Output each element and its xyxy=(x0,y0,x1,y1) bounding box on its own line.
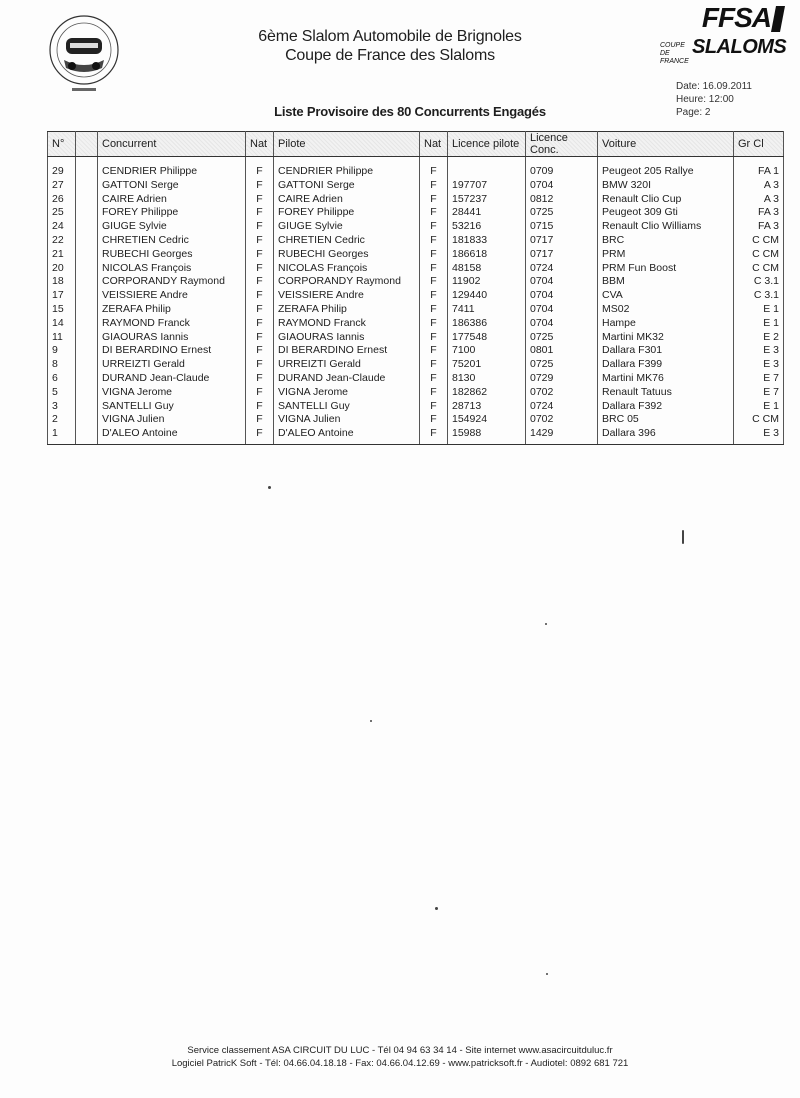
cell-nat-pilote: F xyxy=(420,358,448,372)
cell-grcl: A 3 xyxy=(734,179,784,193)
cell-grcl: C CM xyxy=(734,234,784,248)
cell-nat-concurrent: F xyxy=(246,289,274,303)
cell-licence-pilote: 7411 xyxy=(448,303,526,317)
scan-speck xyxy=(682,530,684,544)
cell-concurrent: RUBECHI Georges xyxy=(98,248,246,262)
cell-nat-pilote: F xyxy=(420,400,448,414)
cell-no: 24 xyxy=(48,220,76,234)
cell-nat-pilote: F xyxy=(420,317,448,331)
cell-licence-pilote: 28713 xyxy=(448,400,526,414)
club-logo xyxy=(42,10,126,94)
cell-no: 17 xyxy=(48,289,76,303)
cell-concurrent: GIAOURAS Iannis xyxy=(98,331,246,345)
cell-grcl: C CM xyxy=(734,262,784,276)
col-header-pilote: Pilote xyxy=(274,132,420,157)
cell-no: 1 xyxy=(48,427,76,444)
cell-licence-conc: 0725 xyxy=(526,358,598,372)
cell-no: 8 xyxy=(48,358,76,372)
cell-concurrent: VIGNA Jerome xyxy=(98,386,246,400)
cell-concurrent: URREIZTI Gerald xyxy=(98,358,246,372)
cell-blank xyxy=(76,386,98,400)
table-row xyxy=(48,179,784,193)
cell-no: 2 xyxy=(48,413,76,427)
cell-licence-conc: 0709 xyxy=(526,157,598,179)
cell-nat-concurrent: F xyxy=(246,234,274,248)
cell-nat-concurrent: F xyxy=(246,344,274,358)
title-line-1: 6ème Slalom Automobile de Brignoles xyxy=(258,28,522,45)
cell-voiture: Martini MK76 xyxy=(598,372,734,386)
cell-blank xyxy=(76,400,98,414)
cell-no: 15 xyxy=(48,303,76,317)
cell-licence-pilote: 197707 xyxy=(448,179,526,193)
cell-licence-pilote: 28441 xyxy=(448,206,526,220)
cell-voiture: Dallara 396 xyxy=(598,427,734,444)
ffsa-slash-icon xyxy=(771,6,785,32)
cell-licence-conc: 0702 xyxy=(526,386,598,400)
table-row xyxy=(48,157,784,179)
col-header-nat2: Nat xyxy=(420,132,448,157)
cell-concurrent: NICOLAS François xyxy=(98,262,246,276)
footer-line-2: Logiciel PatricK Soft - Tél: 04.66.04.18.18 - Fax: 04.66.04.12.69 - www.patricksoft.fr - Audiotel: 0892 681 721 xyxy=(171,1058,629,1069)
cell-licence-conc: 0704 xyxy=(526,275,598,289)
cell-licence-conc: 0702 xyxy=(526,413,598,427)
cell-pilote: DURAND Jean-Claude xyxy=(274,372,420,386)
cell-pilote: GIAOURAS Iannis xyxy=(274,331,420,345)
cell-no: 5 xyxy=(48,386,76,400)
cell-grcl: FA 1 xyxy=(734,157,784,179)
cell-pilote: VIGNA Julien xyxy=(274,413,420,427)
cell-voiture: PRM Fun Boost xyxy=(598,262,734,276)
cell-blank xyxy=(76,157,98,179)
cell-licence-conc: 0725 xyxy=(526,206,598,220)
cell-no: 20 xyxy=(48,262,76,276)
cell-pilote: DI BERARDINO Ernest xyxy=(274,344,420,358)
cell-voiture: BMW 320I xyxy=(598,179,734,193)
cell-voiture: BBM xyxy=(598,275,734,289)
cell-nat-concurrent: F xyxy=(246,262,274,276)
col-header-licence-pilote: Licence pilote xyxy=(448,132,526,157)
cell-pilote: SANTELLI Guy xyxy=(274,400,420,414)
cell-licence-conc: 0812 xyxy=(526,193,598,207)
table-body xyxy=(48,157,784,445)
cell-blank xyxy=(76,262,98,276)
cell-nat-concurrent: F xyxy=(246,275,274,289)
col-header-blank xyxy=(76,132,98,157)
cell-licence-pilote: 129440 xyxy=(448,289,526,303)
cell-grcl: E 3 xyxy=(734,427,784,444)
table-row xyxy=(48,358,784,372)
cell-concurrent: CENDRIER Philippe xyxy=(98,157,246,179)
document-meta xyxy=(676,80,752,119)
cell-voiture: Renault Clio Williams xyxy=(598,220,734,234)
cell-licence-pilote: 75201 xyxy=(448,358,526,372)
cell-licence-pilote: 15988 xyxy=(448,427,526,444)
cell-licence-pilote xyxy=(448,157,526,179)
table-row xyxy=(48,303,784,317)
col-header-concurrent: Concurrent xyxy=(98,132,246,157)
cell-voiture: Martini MK32 xyxy=(598,331,734,345)
scan-speck xyxy=(545,623,547,625)
cell-concurrent: VIGNA Julien xyxy=(98,413,246,427)
cell-no: 18 xyxy=(48,275,76,289)
cell-licence-conc: 0704 xyxy=(526,289,598,303)
cell-grcl: C CM xyxy=(734,248,784,262)
cell-nat-pilote: F xyxy=(420,386,448,400)
cell-voiture: Dallara F392 xyxy=(598,400,734,414)
cell-no: 26 xyxy=(48,193,76,207)
cell-nat-concurrent: F xyxy=(246,220,274,234)
scan-speck xyxy=(268,486,271,489)
cell-no: 3 xyxy=(48,400,76,414)
cell-pilote: CAIRE Adrien xyxy=(274,193,420,207)
cell-no: 9 xyxy=(48,344,76,358)
cell-blank xyxy=(76,206,98,220)
cell-licence-pilote: 186386 xyxy=(448,317,526,331)
document-title xyxy=(200,27,580,65)
cell-blank xyxy=(76,234,98,248)
cell-licence-conc: 0715 xyxy=(526,220,598,234)
cell-nat-pilote: F xyxy=(420,413,448,427)
table-row xyxy=(48,372,784,386)
cell-voiture: PRM xyxy=(598,248,734,262)
cell-concurrent: DURAND Jean-Claude xyxy=(98,372,246,386)
title-line-2: Coupe de France des Slaloms xyxy=(285,47,495,64)
cell-voiture: MS02 xyxy=(598,303,734,317)
cell-nat-pilote: F xyxy=(420,193,448,207)
cell-pilote: CORPORANDY Raymond xyxy=(274,275,420,289)
scan-speck xyxy=(370,720,372,722)
cell-blank xyxy=(76,289,98,303)
cell-nat-concurrent: F xyxy=(246,331,274,345)
entrants-table xyxy=(47,131,784,445)
club-logo-emblem xyxy=(42,10,126,94)
table-row xyxy=(48,206,784,220)
cell-pilote: RAYMOND Franck xyxy=(274,317,420,331)
cell-blank xyxy=(76,344,98,358)
cell-nat-pilote: F xyxy=(420,179,448,193)
cell-concurrent: FOREY Philippe xyxy=(98,206,246,220)
cell-blank xyxy=(76,427,98,444)
cell-nat-concurrent: F xyxy=(246,179,274,193)
col-header-grcl: Gr Cl xyxy=(734,132,784,157)
cell-no: 22 xyxy=(48,234,76,248)
cell-blank xyxy=(76,220,98,234)
cell-licence-conc: 0704 xyxy=(526,179,598,193)
table-row xyxy=(48,289,784,303)
cell-nat-pilote: F xyxy=(420,289,448,303)
table-row xyxy=(48,193,784,207)
cell-nat-concurrent: F xyxy=(246,206,274,220)
cell-pilote: VIGNA Jerome xyxy=(274,386,420,400)
cell-blank xyxy=(76,358,98,372)
cell-pilote: ZERAFA Philip xyxy=(274,303,420,317)
cell-licence-conc: 0724 xyxy=(526,400,598,414)
cell-voiture: Dallara F301 xyxy=(598,344,734,358)
cell-voiture: Renault Tatuus xyxy=(598,386,734,400)
cell-grcl: E 1 xyxy=(734,400,784,414)
cell-nat-pilote: F xyxy=(420,157,448,179)
table-row xyxy=(48,427,784,444)
cell-licence-conc: 0729 xyxy=(526,372,598,386)
cell-voiture: BRC 05 xyxy=(598,413,734,427)
cell-licence-conc: 1429 xyxy=(526,427,598,444)
cell-concurrent: ZERAFA Philip xyxy=(98,303,246,317)
cell-voiture: Renault Clio Cup xyxy=(598,193,734,207)
cell-blank xyxy=(76,193,98,207)
cell-pilote: GIUGE Sylvie xyxy=(274,220,420,234)
table-row xyxy=(48,248,784,262)
cell-licence-pilote: 8130 xyxy=(448,372,526,386)
col-header-no: N° xyxy=(48,132,76,157)
cell-licence-conc: 0717 xyxy=(526,234,598,248)
cell-nat-pilote: F xyxy=(420,303,448,317)
cell-concurrent: RAYMOND Franck xyxy=(98,317,246,331)
cell-licence-pilote: 53216 xyxy=(448,220,526,234)
cell-grcl: C 3.1 xyxy=(734,275,784,289)
table-row xyxy=(48,386,784,400)
cell-nat-pilote: F xyxy=(420,206,448,220)
cell-grcl: E 3 xyxy=(734,358,784,372)
cell-nat-pilote: F xyxy=(420,234,448,248)
scan-speck xyxy=(435,907,438,910)
cell-pilote: CENDRIER Philippe xyxy=(274,157,420,179)
cell-nat-pilote: F xyxy=(420,344,448,358)
cell-concurrent: CHRETIEN Cedric xyxy=(98,234,246,248)
cell-pilote: RUBECHI Georges xyxy=(274,248,420,262)
cell-grcl: FA 3 xyxy=(734,206,784,220)
table-row xyxy=(48,262,784,276)
scan-speck xyxy=(546,973,548,975)
cell-no: 21 xyxy=(48,248,76,262)
table-row xyxy=(48,317,784,331)
cell-concurrent: CORPORANDY Raymond xyxy=(98,275,246,289)
cell-licence-pilote: 154924 xyxy=(448,413,526,427)
table-row xyxy=(48,413,784,427)
table-row xyxy=(48,344,784,358)
cell-nat-concurrent: F xyxy=(246,413,274,427)
table-row xyxy=(48,220,784,234)
cell-no: 29 xyxy=(48,157,76,179)
cell-voiture: Peugeot 205 Rallye xyxy=(598,157,734,179)
cell-grcl: E 2 xyxy=(734,331,784,345)
cell-blank xyxy=(76,248,98,262)
cell-nat-pilote: F xyxy=(420,331,448,345)
cell-licence-pilote: 186618 xyxy=(448,248,526,262)
cell-licence-pilote: 7100 xyxy=(448,344,526,358)
cell-licence-pilote: 157237 xyxy=(448,193,526,207)
cell-licence-conc: 0717 xyxy=(526,248,598,262)
cell-nat-pilote: F xyxy=(420,275,448,289)
cell-licence-pilote: 181833 xyxy=(448,234,526,248)
cell-nat-concurrent: F xyxy=(246,193,274,207)
cell-nat-concurrent: F xyxy=(246,372,274,386)
cell-blank xyxy=(76,275,98,289)
cell-grcl: E 3 xyxy=(734,344,784,358)
table-row xyxy=(48,234,784,248)
cell-no: 25 xyxy=(48,206,76,220)
cell-no: 6 xyxy=(48,372,76,386)
footer-line-1: Service classement ASA CIRCUIT DU LUC - Tél 04 94 63 34 14 - Site internet www.asacircuitduluc.fr xyxy=(187,1045,613,1056)
cell-nat-concurrent: F xyxy=(246,400,274,414)
cell-licence-pilote: 11902 xyxy=(448,275,526,289)
coupe-de-france-label: COUPE DE FRANCE xyxy=(660,42,689,65)
table-header-row xyxy=(48,132,784,157)
cell-licence-conc: 0704 xyxy=(526,317,598,331)
cell-nat-concurrent: F xyxy=(246,386,274,400)
cell-blank xyxy=(76,179,98,193)
cell-voiture: Dallara F399 xyxy=(598,358,734,372)
cell-concurrent: VEISSIERE Andre xyxy=(98,289,246,303)
cell-pilote: FOREY Philippe xyxy=(274,206,420,220)
cell-blank xyxy=(76,303,98,317)
cell-concurrent: D'ALEO Antoine xyxy=(98,427,246,444)
cell-nat-concurrent: F xyxy=(246,303,274,317)
ffsa-wordmark: FFSA xyxy=(701,2,771,33)
cell-grcl: E 1 xyxy=(734,303,784,317)
date-label: Date: 16.09.2011 xyxy=(676,81,752,92)
cell-concurrent: CAIRE Adrien xyxy=(98,193,246,207)
cell-grcl: E 7 xyxy=(734,372,784,386)
cell-pilote: VEISSIERE Andre xyxy=(274,289,420,303)
cell-nat-pilote: F xyxy=(420,262,448,276)
cell-voiture: CVA xyxy=(598,289,734,303)
cell-blank xyxy=(76,317,98,331)
col-header-licence-conc: Licence Conc. xyxy=(526,132,598,157)
cell-licence-pilote: 177548 xyxy=(448,331,526,345)
cell-pilote: URREIZTI Gerald xyxy=(274,358,420,372)
cell-pilote: D'ALEO Antoine xyxy=(274,427,420,444)
cell-licence-conc: 0704 xyxy=(526,303,598,317)
cell-voiture: Peugeot 309 Gti xyxy=(598,206,734,220)
table-row xyxy=(48,331,784,345)
cell-licence-pilote: 182862 xyxy=(448,386,526,400)
cell-voiture: BRC xyxy=(598,234,734,248)
list-subtitle: Liste Provisoire des 80 Concurrents Engagés xyxy=(274,104,546,119)
cell-voiture: Hampe xyxy=(598,317,734,331)
table-row xyxy=(48,400,784,414)
cell-licence-conc: 0724 xyxy=(526,262,598,276)
cell-grcl: C 3.1 xyxy=(734,289,784,303)
col-header-nat1: Nat xyxy=(246,132,274,157)
cell-nat-pilote: F xyxy=(420,248,448,262)
cell-blank xyxy=(76,413,98,427)
ffsa-logo xyxy=(660,2,785,66)
slaloms-wordmark: SLALOMS xyxy=(692,36,787,58)
cell-concurrent: GIUGE Sylvie xyxy=(98,220,246,234)
cell-nat-concurrent: F xyxy=(246,317,274,331)
cell-no: 11 xyxy=(48,331,76,345)
cell-grcl: A 3 xyxy=(734,193,784,207)
cell-concurrent: DI BERARDINO Ernest xyxy=(98,344,246,358)
cell-no: 14 xyxy=(48,317,76,331)
cell-no: 27 xyxy=(48,179,76,193)
cell-nat-pilote: F xyxy=(420,427,448,444)
cell-nat-pilote: F xyxy=(420,220,448,234)
cell-blank xyxy=(76,331,98,345)
cell-concurrent: SANTELLI Guy xyxy=(98,400,246,414)
cell-grcl: E 7 xyxy=(734,386,784,400)
cell-pilote: GATTONI Serge xyxy=(274,179,420,193)
cell-nat-concurrent: F xyxy=(246,157,274,179)
table-row xyxy=(48,275,784,289)
time-label: Heure: 12:00 xyxy=(676,94,734,105)
page-number: Page: 2 xyxy=(676,107,711,118)
cell-pilote: CHRETIEN Cedric xyxy=(274,234,420,248)
cell-grcl: E 1 xyxy=(734,317,784,331)
document-footer xyxy=(100,1044,700,1070)
col-header-voiture: Voiture xyxy=(598,132,734,157)
cell-concurrent: GATTONI Serge xyxy=(98,179,246,193)
cell-nat-concurrent: F xyxy=(246,358,274,372)
cell-licence-pilote: 48158 xyxy=(448,262,526,276)
cell-nat-concurrent: F xyxy=(246,427,274,444)
cell-licence-conc: 0725 xyxy=(526,331,598,345)
cell-licence-conc: 0801 xyxy=(526,344,598,358)
cell-nat-pilote: F xyxy=(420,372,448,386)
cell-grcl: C CM xyxy=(734,413,784,427)
cell-blank xyxy=(76,372,98,386)
cell-nat-concurrent: F xyxy=(246,248,274,262)
cell-pilote: NICOLAS François xyxy=(274,262,420,276)
cell-grcl: FA 3 xyxy=(734,220,784,234)
